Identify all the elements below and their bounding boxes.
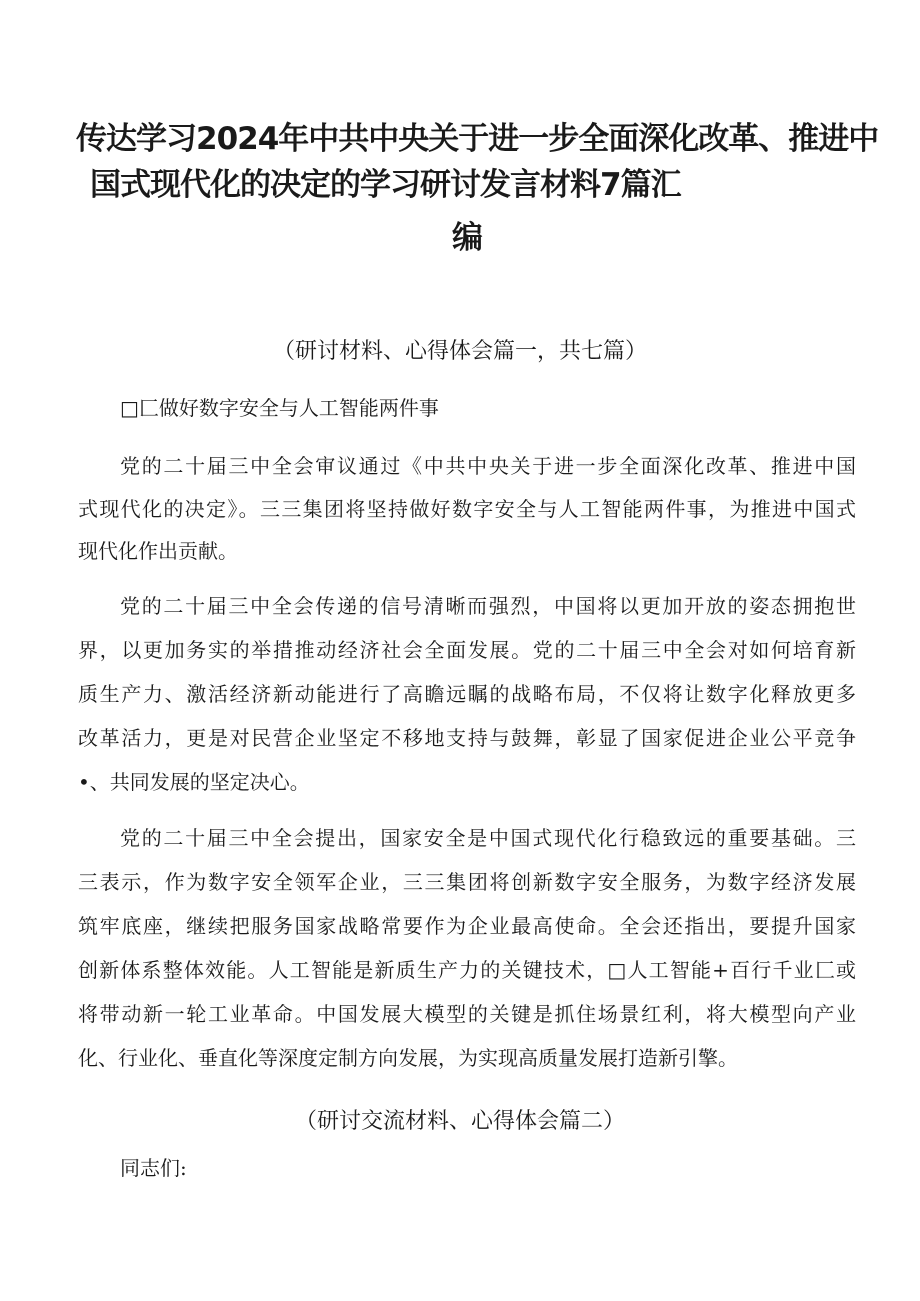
paragraph-line: 式现代化的决定》。三三集团将坚持做好数字安全与人工智能两件事，为推进中国式 (78, 497, 856, 521)
paragraph-line: 质生产力、激活经济新动能进行了高瞻远瞩的战略布局，不仅将让数字化释放更多 (78, 682, 856, 706)
section-2-heading: （研讨交流材料、心得体会篇二） (294, 1109, 625, 1134)
paragraph-line: 三表示，作为数字安全领军企业，三三集团将创新数字安全服务，为数字经济发展 (78, 870, 856, 894)
paragraph-line: 将带动新一轮工业革命。中国发展大模型的关键是抓住场景红利，将大模型向产业 (78, 1002, 856, 1026)
section-1-subtitle: □匚做好数字安全与人工智能两件事 (120, 396, 439, 420)
paragraph-line: 现代化作出贡献。 (78, 539, 238, 563)
paragraph-line: 创新体系整体效能。人工智能是新质生产力的关键技术，□人工智能+百行千业匚或 (78, 958, 856, 982)
paragraph-line: 界，以更加务实的举措推动经济社会全面发展。党的二十届三中全会对如何培育新 (78, 638, 856, 662)
document-title-line-1: 传达学习2024年中共中央关于进一步全面深化改革、推进中 (76, 121, 879, 157)
paragraph-line: 党的二十届三中全会提出，国家安全是中国式现代化行稳致远的重要基础。三 (120, 826, 856, 850)
section-1-heading: （研讨材料、心得体会篇一，共七篇） (272, 339, 647, 364)
document-title-line-2: 国式现代化的决定的学习研讨发言材料7篇汇 (90, 167, 681, 203)
paragraph-line: •、共同发展的坚定决心。 (78, 770, 310, 794)
paragraph-line: 改革活力，更是对民营企业坚定不移地支持与鼓舞，彰显了国家促进企业公平竞争 (78, 726, 856, 750)
paragraph-line: 党的二十届三中全会审议通过《中共中央关于进一步全面深化改革、推进中国 (120, 454, 856, 478)
salutation: 同志们: (120, 1156, 187, 1180)
paragraph-line: 党的二十届三中全会传递的信号清晰而强烈，中国将以更加开放的姿态拥抱世 (120, 594, 856, 618)
paragraph-line: 化、行业化、垂直化等深度定制方向发展，为实现高质量发展打造新引擎。 (78, 1046, 738, 1070)
document-title-line-3: 编 (452, 220, 482, 256)
paragraph-line: 筑牢底座，继续把服务国家战略常要作为企业最高使命。全会还指出，要提升国家 (78, 914, 856, 938)
